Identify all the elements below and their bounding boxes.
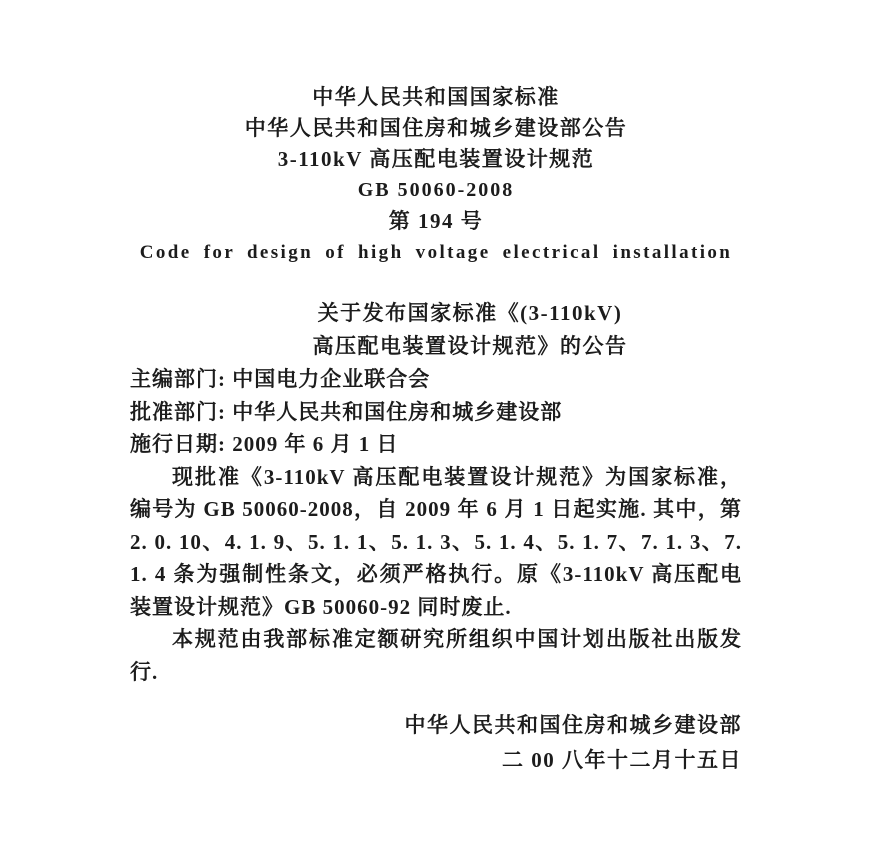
standard-title-en: Code for design of high voltage electrical installation (139, 242, 733, 263)
signature-block (130, 708, 742, 778)
announcement-title-line2: 高压配电装置设计规范》的公告 (312, 334, 628, 358)
paragraph-publication: 本规范由我部标准定额研究所组织中国计划出版社出版发行. (130, 627, 742, 684)
paragraph-approval: 现批准《3-110kV 高压配电装置设计规范》为国家标准，编号为 GB 50060-2008，自 2009 年 6 月 1 日起实施. 其中，第 2. 0. 10、4. 1. 9、5. 1. 1、5. 1. 3、5. 1. 4、5. 1. 7、7. 1. 3、7. 1. 4 条为强制性条文，必须严格执行。原《3-110kV 高压配电装置设计规范》GB 50060-92 同时废止. (130, 464, 742, 619)
standard-title-cn: 3-110kV 高压配电装置设计规范 (277, 147, 595, 171)
document-header (130, 82, 742, 269)
ministry-announcement-heading: 中华人民共和国住房和城乡建设部公告 (244, 116, 628, 140)
body-section (130, 461, 742, 689)
effective-date-line: 施行日期: 2009 年 6 月 1 日 (130, 432, 399, 456)
chief-editor-dept-line: 主编部门: 中国电力企业联合会 (130, 367, 431, 391)
signature-organization: 中华人民共和国住房和城乡建设部 (404, 713, 742, 737)
announcement-number: 第 194 号 (388, 209, 484, 233)
national-standard-heading: 中华人民共和国国家标准 (312, 85, 560, 109)
standard-code: GB 50060-2008 (357, 179, 515, 201)
announcement-title (164, 297, 776, 363)
signature-date: 二 00 八年十二月十五日 (502, 748, 742, 772)
announcement-title-line1: 关于发布国家标准《(3-110kV) (317, 301, 623, 325)
approval-dept-line: 批准部门: 中华人民共和国住房和城乡建设部 (130, 399, 563, 424)
announcement-section (130, 297, 742, 461)
